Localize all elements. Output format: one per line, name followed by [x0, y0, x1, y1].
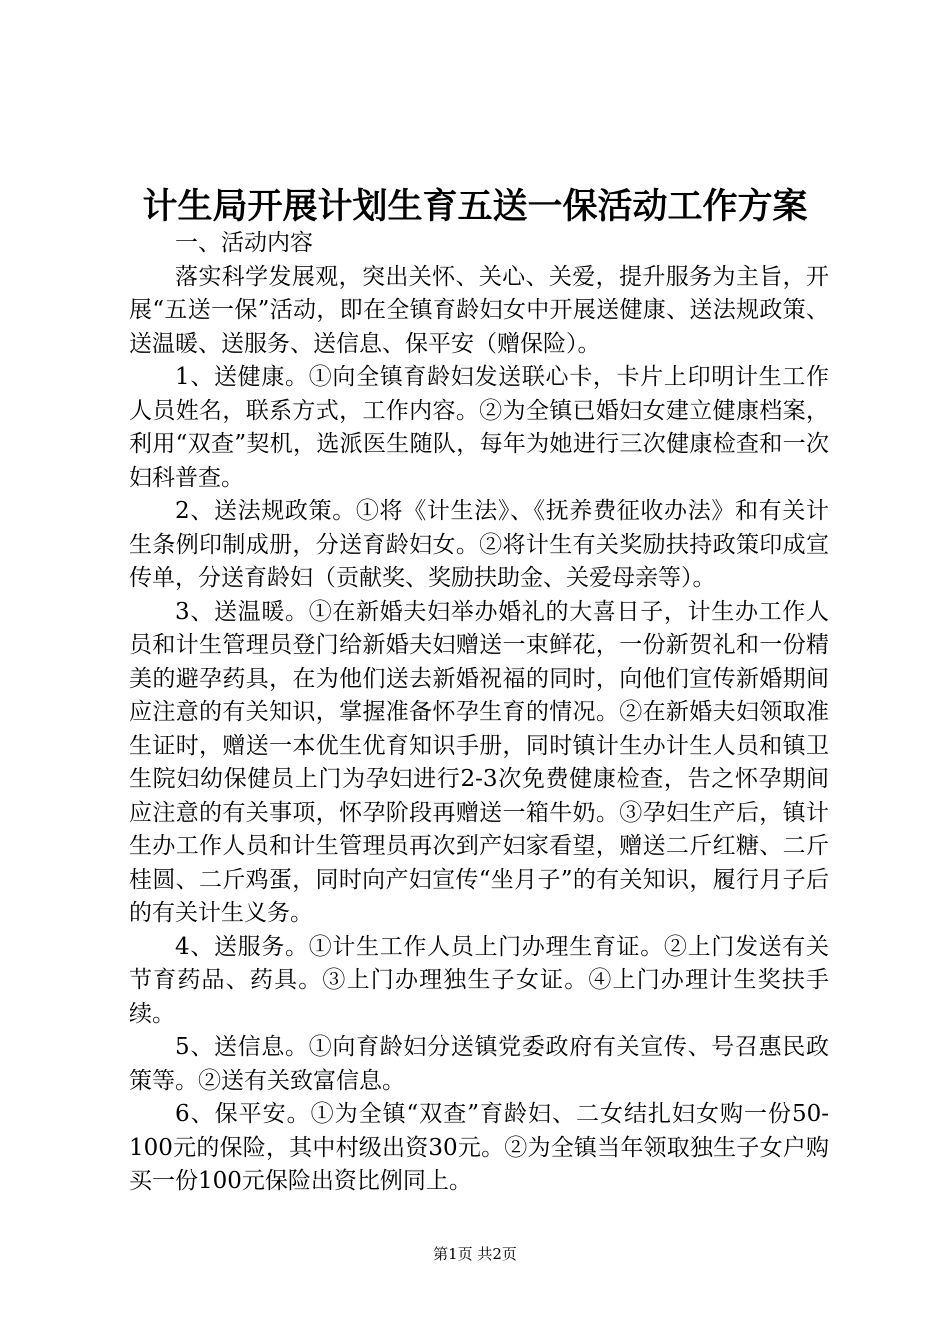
paragraph-safety: 6、保平安。①为全镇“双查”育龄妇、二女结扎妇女购一份50-100元的保险，其中村级出资30元。②为全镇当年领取独生子女户购买一份100元保险出资比例同上。	[129, 1101, 829, 1194]
document-title: 计生局开展计划生育五送一保活动工作方案	[142, 186, 808, 227]
paragraph-service: 4、送服务。①计生工作人员上门办理生育证。②上门发送有关节育药品、药具。③上门办理独生子女证。④上门办理计生奖扶手续。	[129, 933, 829, 1027]
paragraph-regulations: 2、送法规政策。①将《计生法》、《抚养费征收办法》和有关计生条例印制成册，分送育龄妇女。②将计生有关奖励扶持政策印成宣传单，分送育龄妇（贡献奖、奖励扶助金、关爱母亲等）。	[129, 498, 829, 591]
paragraph-information: 5、送信息。①向育龄妇分送镇党委政府有关宣传、号召惠民政策等。②送有关致富信息。	[129, 1034, 829, 1094]
paragraph-warmth: 3、送温暖。①在新婚夫妇举办婚礼的大喜日子，计生办工作人员和计生管理员登门给新婚夫妇赠送一束鲜花，一份新贺礼和一份精美的避孕药具，在为他们送去新婚祝福的同时，向他们宣传新婚期间应注意的有关知识，掌握准备怀孕生育的情况。②在新婚夫妇领取准生证时，赠送一本优生优育知识手册，同时镇计生办计生人员和镇卫生院妇幼保健员上门为孕妇进行2-3次免费健康检查，告之怀孕期间应注意的有关事项，怀孕阶段再赠送一箱牛奶。③孕妇生产后，镇计生办工作人员和计生管理员再次到产妇家看望，赠送二斤红糖、二斤桂圆、二斤鸡蛋，同时向产妇宣传“坐月子”的有关知识，履行月子后的有关计生义务。	[129, 598, 829, 926]
document-body	[129, 227, 829, 1199]
paragraph-intro: 落实科学发展观，突出关怀、关心、关爱，提升服务为主旨，开展“五送一保”活动，即在全镇育龄妇女中开展送健康、送法规政策、送温暖、送服务、送信息、保平安（赠保险）。	[129, 263, 829, 357]
section-heading: 一、活动内容	[175, 230, 313, 256]
paragraph-health: 1、送健康。①向全镇育龄妇发送联心卡，卡片上印明计生工作人员姓名，联系方式，工作内容。②为全镇已婚妇女建立健康档案，利用“双查”契机，选派医生随队，每年为她进行三次健康检查和一次妇科普查。	[129, 364, 829, 491]
page-footer: 第1页 共2页	[433, 1245, 517, 1263]
